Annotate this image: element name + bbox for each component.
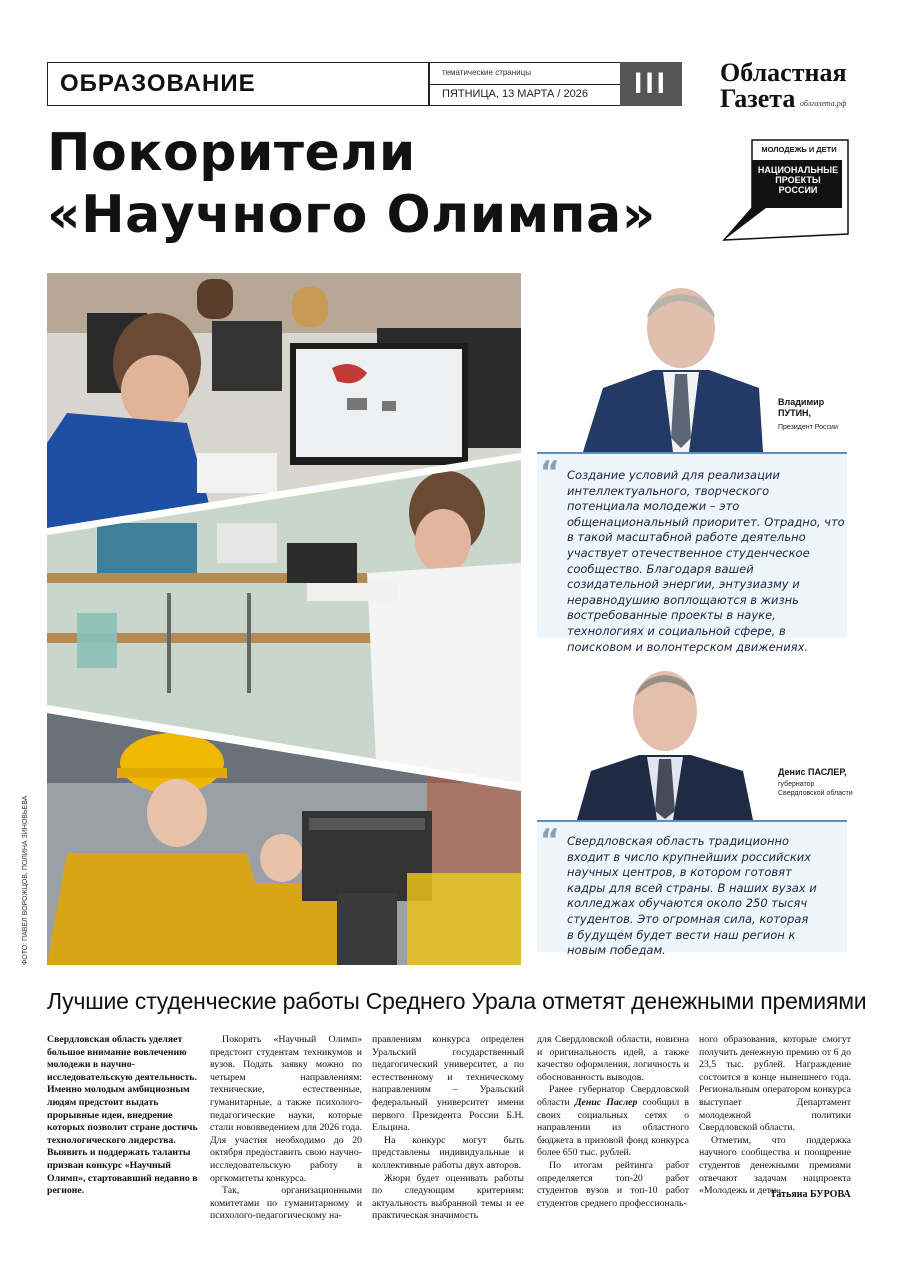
section-title: ОБРАЗОВАНИЕ bbox=[60, 70, 256, 97]
article-subheadline: Лучшие студенческие работы Среднего Урала отметят денежными премиями bbox=[47, 988, 867, 1014]
paragraph: ного образования, которые смогут получить денежную премию от 6 до 23,5 тыс. рублей. Награждение состоится в конце нынешнего года. Региональным оператором конкурса выступает Департамент молодежной политики Свердловской области. bbox=[699, 1034, 851, 1134]
paragraph: для Свердловской области, новизна и оригинальность идей, а также качество оформления, логичность и обоснованность выводов. bbox=[537, 1034, 689, 1083]
text-fragment: сообщил в своих социальных сетях о направлении из областного бюджета в призовой фонд конкурса более 650 тыс. рублей. bbox=[537, 1096, 689, 1159]
quote2-role bbox=[778, 780, 853, 798]
quote1-name bbox=[778, 397, 824, 419]
quote2-text: Свердловская область традиционно входит в число крупнейших российских научных центров, в котором готовят кадры для всей страны. В наших вузах и колледжах обучаются около 250 тысяч студентов. Это огромная сила, которая в будущем будет вести наш регион к новым победам. bbox=[567, 834, 817, 958]
quote2-mark-icon: “ bbox=[540, 823, 560, 858]
badge-tag: МОЛОДЕЖЬ И ДЕТИ bbox=[761, 145, 837, 154]
badge-line2: ПРОЕКТЫ bbox=[775, 175, 821, 185]
article-headline bbox=[47, 122, 727, 246]
portrait-putin bbox=[563, 288, 763, 452]
article-column-3 bbox=[372, 1034, 524, 1223]
text-fragment: Ранее губернатор Свердловской области bbox=[537, 1084, 689, 1108]
badge-line3: РОССИИ bbox=[778, 185, 818, 195]
quote1-mark-icon: “ bbox=[540, 455, 560, 490]
quote1-last-name: ПУТИН, bbox=[778, 408, 812, 418]
badge-text bbox=[754, 165, 842, 195]
article-author: Татьяна БУРОВА bbox=[770, 1189, 851, 1200]
portrait-pasler bbox=[577, 667, 773, 820]
header-inner-line bbox=[428, 84, 620, 85]
newspaper-logo-line1: Областная bbox=[720, 58, 847, 87]
quote2-role-line1: губернатор bbox=[778, 781, 815, 788]
issue-date: ПЯТНИЦА, 13 МАРТА / 2026 bbox=[442, 88, 588, 100]
newspaper-url: облгазета.рф bbox=[800, 99, 847, 108]
article-column-4 bbox=[537, 1034, 689, 1210]
quote1-role: Президент России bbox=[778, 424, 838, 431]
paragraph: На конкурс могут быть представлены индивидуальные и коллективные работы двух авторов. bbox=[372, 1134, 524, 1171]
paragraph bbox=[537, 1084, 689, 1160]
paragraph: Покорять «Научный Олимп» предстоит студентам техникумов и вузов. Подать заявку можно по четырем направлениям: технические, естественные, гуманитарные, а также психолого-педагогические науки, которые стали нововведением для 2026 года. Для участия необходимо до 20 октября предоставить свою научно-исследовательскую работу в оргкомитеты конкурса. bbox=[210, 1034, 362, 1184]
headline-line2: «Научного Олимпа» bbox=[47, 185, 656, 245]
headline-line1: Покорители bbox=[47, 123, 416, 183]
page-number: III bbox=[620, 62, 682, 106]
quote1-text: Создание условий для реализации интеллектуального, творческого потенциала молодежи – это общенациональный приоритет. Отрадно, что в такой масштабной работе деятельно участвует отечественное студенческое сообщество. Благодаря вашей созидательной энергии, энтузиазму и неравнодушию воплощаются в жизнь востребованные проекты в науке, технологиях и социальной сфере, в поисковом и волонтерском движениях. bbox=[567, 468, 845, 654]
paragraph: правлениям конкурса определен Уральский государственный педагогический университет, а по естественному и техническому направлениям – Уральский федеральный университет имени первого Президента России Б.Н. Ельцина. bbox=[372, 1034, 524, 1134]
thematic-pages-label: тематические страницы bbox=[442, 68, 531, 77]
quote2-role-line2: Свердловской области bbox=[778, 790, 853, 797]
photo-credit: ФОТО: ПАВЕЛ ВОРОЖЦОВ, ПОЛИНА ЗИНОВЬЕВА bbox=[22, 795, 29, 965]
photo-collage bbox=[47, 273, 521, 965]
paragraph: Отметим, что поддержка научного сообщества и поощрение студентов денежными премиями отвечают задачам нацпроекта «Молодежь и дети». bbox=[699, 1134, 851, 1197]
badge-line1: НАЦИОНАЛЬНЫЕ bbox=[757, 165, 839, 175]
article-column-2 bbox=[210, 1034, 362, 1223]
article-column-5 bbox=[699, 1034, 851, 1198]
newspaper-logo-line2: Газета bbox=[720, 84, 796, 113]
paragraph: По итогам рейтинга работ определяется топ-20 работ студентов вузов и топ-10 работ студентов среднего профессиональ- bbox=[537, 1159, 689, 1209]
article-lead: Свердловская область уделяет большое внимание вовлечению молодежи в научно-исследовательскую деятельность. Именно молодым амбициозным людям предстоит выдать прорывные идеи, внедрение которых позволит стране достичь технологического лидерства. Выявить и поддержать таланты призван конкурс «Научный Олимп», стартовавший недавно в регионе. bbox=[47, 1034, 198, 1197]
quote1-first-name: Владимир bbox=[778, 397, 825, 407]
governor-name: Денис Паслер bbox=[574, 1096, 638, 1108]
paragraph: Так, организационными комитетами по гуманитарному и психолого-педагогическому на- bbox=[210, 1185, 362, 1222]
paragraph: Жюри будет оценивать работы по следующим критериям: актуальность выбранной темы и ее практическая значимость bbox=[372, 1172, 524, 1222]
quote2-name: Денис ПАСЛЕР, bbox=[778, 767, 847, 777]
